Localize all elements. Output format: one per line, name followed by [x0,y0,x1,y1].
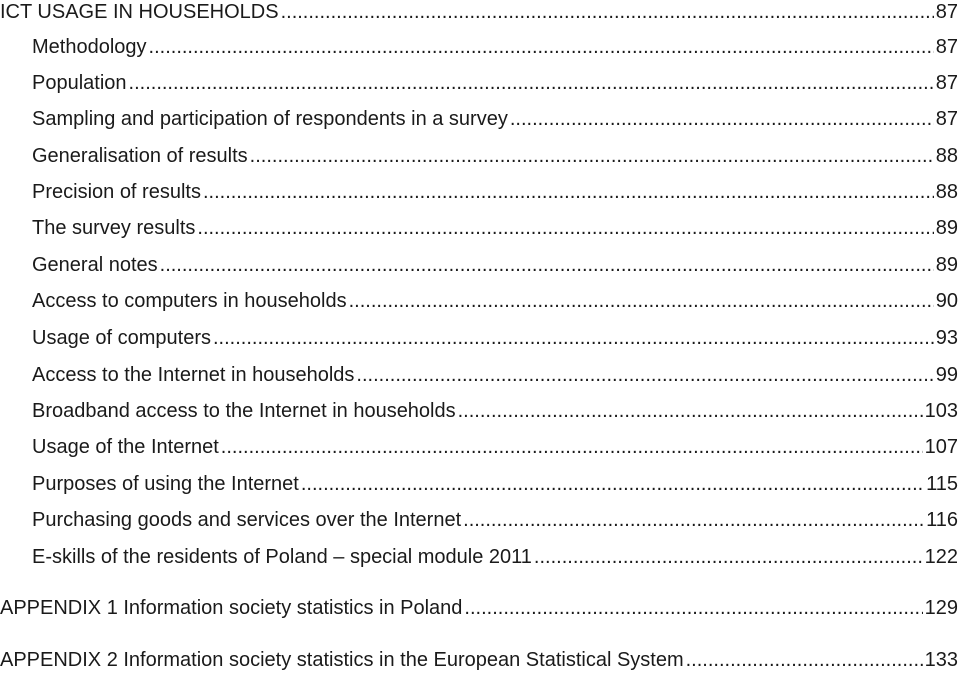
toc-entry[interactable] [0,541,958,573]
toc-entry-title: Generalisation of results [32,145,248,167]
dot-leader [686,644,923,676]
toc-entry[interactable] [0,359,958,391]
toc-entry-page: 103 [924,400,958,422]
dot-leader [510,103,934,135]
toc-entry[interactable] [0,504,958,536]
toc-entry-title: APPENDIX 2 Information society statistics in the European Statistical System [0,649,684,671]
dot-leader [203,176,934,208]
toc-entry-title: General notes [32,254,158,276]
dot-leader [301,468,924,500]
toc-entry-title: ICT USAGE IN HOUSEHOLDS [0,1,279,23]
toc-entry-title: Usage of computers [32,327,211,349]
toc-entry-title: Population [32,72,127,94]
toc-entry-page: 89 [935,254,958,276]
dot-leader [464,592,922,624]
dot-leader [160,249,934,281]
toc-entry[interactable] [0,592,958,624]
toc-entry-page: 129 [924,597,958,619]
dot-leader [129,67,934,99]
toc-entry-title: Precision of results [32,181,201,203]
toc-entry-page: 122 [924,546,958,568]
toc-entry-page: 90 [935,290,958,312]
toc-entry[interactable] [0,67,958,99]
dot-leader [356,359,933,391]
toc-entry-title: Purchasing goods and services over the Internet [32,509,462,531]
toc-entry-page: 107 [924,436,958,458]
toc-entry[interactable] [0,212,958,244]
toc-entry-page: 116 [926,509,958,531]
toc-entry-title: Access to computers in households [32,290,347,312]
dot-leader [458,395,923,427]
toc-entry[interactable] [0,249,958,281]
toc-entry-page: 93 [935,327,958,349]
toc-entry-title: Usage of the Internet [32,436,219,458]
dot-leader [197,212,933,244]
toc-entry-page: 87 [935,1,958,23]
dot-leader [250,140,934,172]
toc-entry-page: 89 [935,217,958,239]
toc-entry[interactable] [0,103,958,135]
toc-entry-title: Sampling and participation of respondents in a survey [32,108,508,130]
toc-entry-title: E-skills of the residents of Poland – special module 2011 [32,546,532,568]
toc-entry-title: Broadband access to the Internet in households [32,400,456,422]
dot-leader [221,431,923,463]
toc-entry[interactable] [0,644,958,676]
dot-leader [349,285,934,317]
dot-leader [213,322,934,354]
toc-entry[interactable] [0,140,958,172]
dot-leader [534,541,923,573]
toc-entry-page: 133 [924,649,958,671]
toc-entry-title: Methodology [32,36,147,58]
toc-entry[interactable] [0,285,958,317]
dot-leader [149,31,934,63]
toc-entry-page: 99 [935,364,958,386]
toc-entry-page: 88 [935,145,958,167]
toc-entry-title: Access to the Internet in households [32,364,355,386]
toc-entry[interactable] [0,431,958,463]
toc-entry[interactable] [0,176,958,208]
toc-entry[interactable] [0,468,958,500]
toc-entry-page: 88 [935,181,958,203]
toc-entry[interactable] [0,395,958,427]
toc-entry-title: The survey results [32,217,196,239]
toc-entry[interactable] [0,0,958,28]
toc-entry-page: 87 [935,108,958,130]
toc-entry[interactable] [0,322,958,354]
toc-entry-page: 87 [935,72,958,94]
dot-leader [463,504,924,536]
toc-entry-title: APPENDIX 1 Information society statistics in Poland [0,597,463,619]
toc-entry[interactable] [0,31,958,63]
dot-leader [281,0,934,28]
toc-entry-title: Purposes of using the Internet [32,473,299,495]
toc-entry-page: 87 [935,36,958,58]
toc-entry-page: 115 [926,473,958,495]
